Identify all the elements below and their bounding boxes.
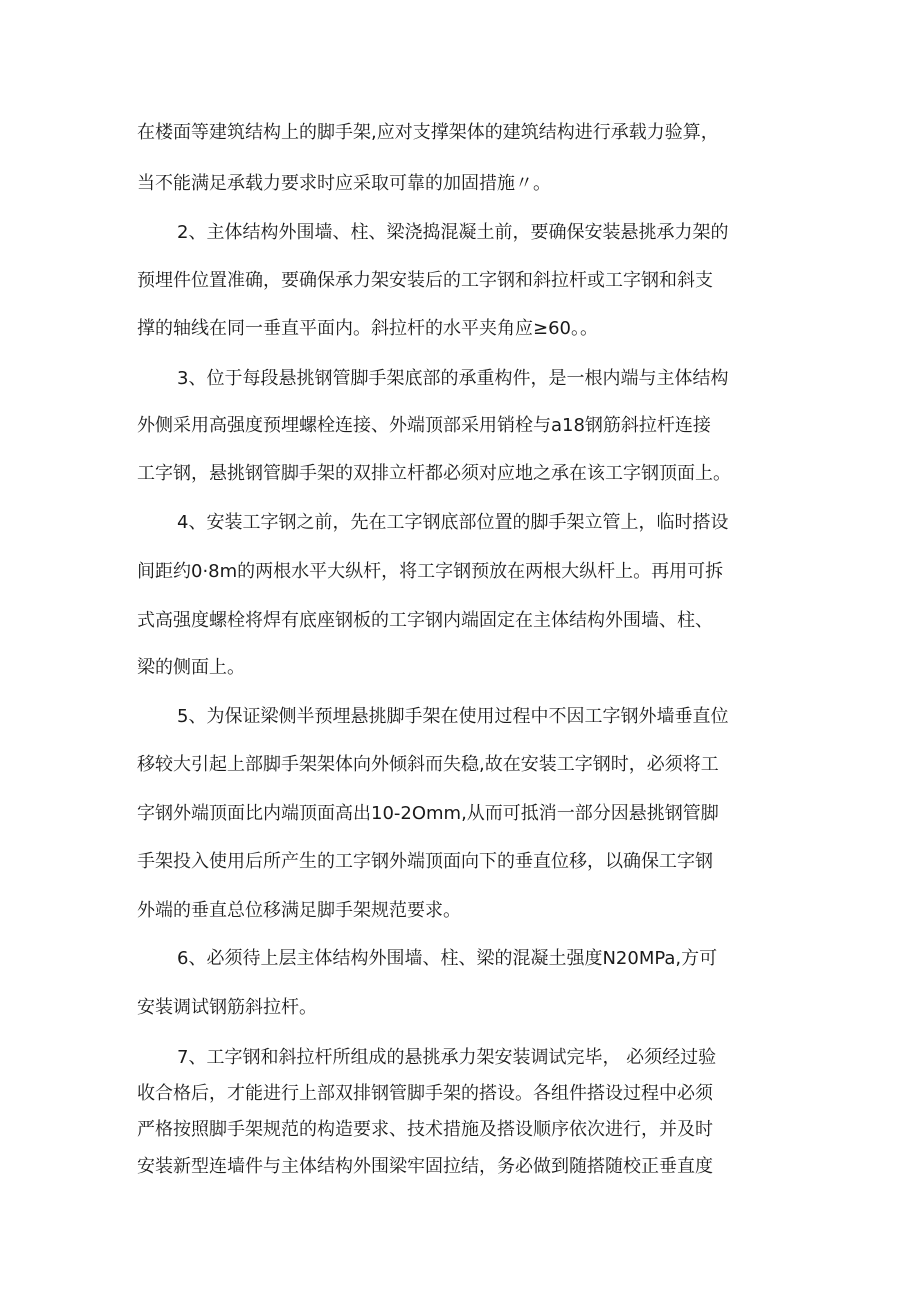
text-line: 梁的侧面上。 bbox=[137, 657, 245, 678]
text-line: 安装新型连墙件与主体结构外围梁牢固拉结，务必做到随搭随校正垂直度 bbox=[137, 1156, 713, 1177]
text-line: 手架投入使用后所产生的工字钢外端顶面向下的垂直位移，以确保工字钢 bbox=[137, 851, 713, 872]
text-line: 式高强度螺栓将焊有底座钢板的工字钢内端固定在主体结构外围墙、柱、 bbox=[137, 610, 713, 631]
text-line: 移较大引起上部脚手架架体向外倾斜而失稳,故在安装工字钢时，必须将工 bbox=[137, 754, 719, 775]
text-line: 4、安装工字钢之前，先在工字钢底部位置的脚手架立管上，临时搭设 bbox=[177, 512, 729, 533]
text-line: 5、为保证梁侧半预埋悬挑脚手架在使用过程中不因工字钢外墙垂直位 bbox=[177, 706, 729, 727]
text-line: 外端的垂直总位移满足脚手架规范要求。 bbox=[137, 900, 461, 921]
text-line: 外侧采用高强度预埋螺栓连接、外端顶部采用销栓与a18钢筋斜拉杆连接 bbox=[137, 415, 711, 436]
text-line: 预埋件位置准确，要确保承力架安装后的工字钢和斜拉杆或工字钢和斜支 bbox=[137, 270, 713, 291]
text-line: 2、主体结构外围墙、柱、梁浇捣混凝土前，要确保安装悬挑承力架的 bbox=[177, 222, 729, 243]
text-line: 6、必须待上层主体结构外围墙、柱、梁的混凝土强度N20MPa,方可 bbox=[177, 948, 718, 969]
text-line: 7、工字钢和斜拉杆所组成的悬挑承力架安装调试完毕， 必须经过验 bbox=[177, 1047, 717, 1068]
text-line: 工字钢，悬挑钢管脚手架的双排立杆都必须对应地之承在该工字钢顶面上。 bbox=[137, 463, 731, 484]
text-line: 安装调试钢筋斜拉杆。 bbox=[137, 997, 317, 1018]
text-line: 在楼面等建筑结构上的脚手架,应对支撑架体的建筑结构进行承载力验算， bbox=[137, 122, 719, 143]
text-line: 间距约0·8m的两根水平大纵杆，将工字钢预放在两根大纵杆上。再用可拆 bbox=[137, 561, 724, 582]
text-line: 3、位于每段悬挑钢管脚手架底部的承重构件，是一根内端与主体结构 bbox=[177, 368, 729, 389]
text-line: 收合格后，才能进行上部双排钢管脚手架的搭设。各组件搭设过程中必须 bbox=[137, 1083, 713, 1104]
text-line: 字钢外端顶面比内端顶面高出10-2Omm,从而可抵消一部分因悬挑钢管脚 bbox=[137, 803, 719, 824]
text-line: 严格按照脚手架规范的构造要求、技术措施及搭设顺序依次进行，并及时 bbox=[137, 1119, 713, 1140]
text-line: 撑的轴线在同一垂直平面内。斜拉杆的水平夹角应≥60。。 bbox=[137, 318, 598, 339]
text-line: 当不能满足承载力要求时应采取可靠的加固措施〃。 bbox=[137, 173, 551, 194]
